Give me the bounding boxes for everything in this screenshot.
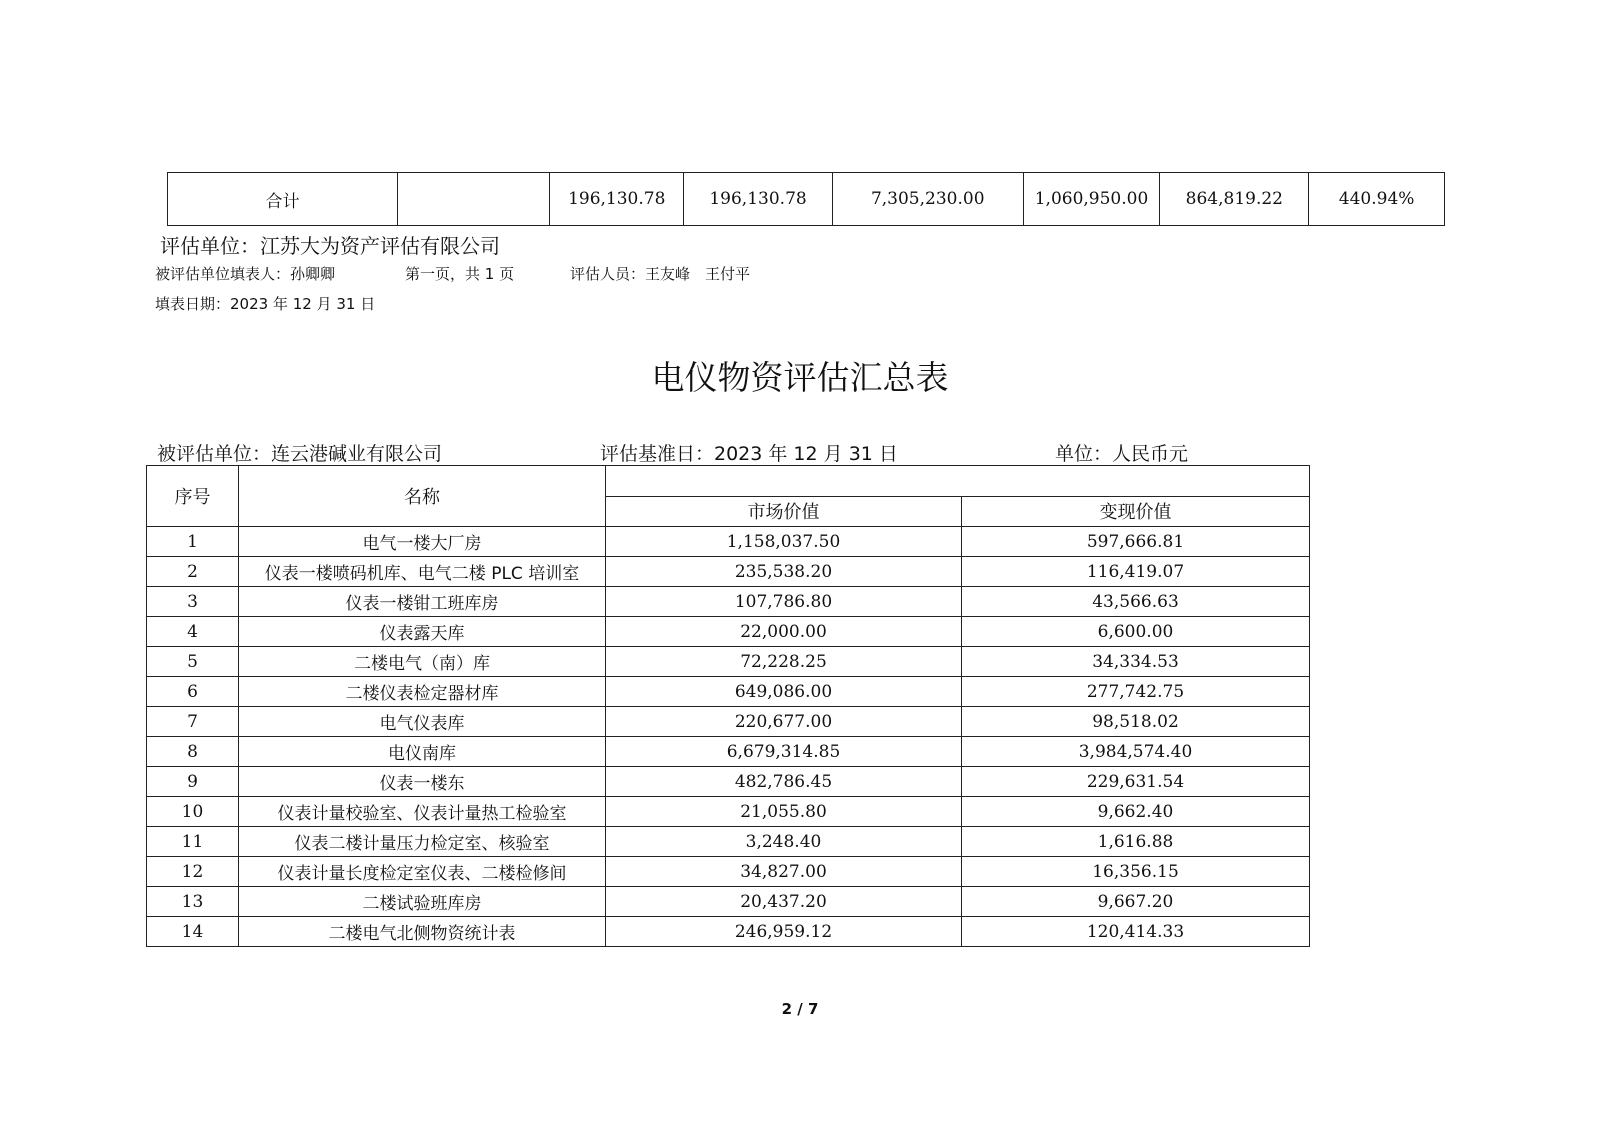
page-info-line: 第一页，共 1 页 bbox=[405, 265, 515, 283]
row-index-cell: 9 bbox=[147, 767, 239, 797]
row-name-cell: 仪表计量校验室、仪表计量热工检验室 bbox=[239, 797, 606, 827]
row-name-cell: 二楼电气（南）库 bbox=[239, 647, 606, 677]
header-row-top bbox=[147, 466, 1310, 497]
row-market-value-cell: 6,679,314.85 bbox=[606, 737, 962, 767]
table-row bbox=[147, 797, 1310, 827]
entity-label: 被评估单位：连云港碱业有限公司 bbox=[157, 443, 443, 465]
row-index-cell: 14 bbox=[147, 917, 239, 947]
row-realizable-value-cell: 6,600.00 bbox=[962, 617, 1310, 647]
col-name-header: 名称 bbox=[239, 466, 606, 527]
row-market-value-cell: 72,228.25 bbox=[606, 647, 962, 677]
table-row bbox=[147, 767, 1310, 797]
total-row bbox=[168, 173, 1445, 226]
total-value-1: 196,130.78 bbox=[550, 173, 684, 226]
previous-total-table bbox=[167, 172, 1445, 226]
row-market-value-cell: 34,827.00 bbox=[606, 857, 962, 887]
total-value-5: 864,819.22 bbox=[1160, 173, 1309, 226]
row-realizable-value-cell: 43,566.63 bbox=[962, 587, 1310, 617]
row-index-cell: 5 bbox=[147, 647, 239, 677]
row-index-cell: 4 bbox=[147, 617, 239, 647]
row-realizable-value-cell: 116,419.07 bbox=[962, 557, 1310, 587]
row-market-value-cell: 3,248.40 bbox=[606, 827, 962, 857]
row-market-value-cell: 649,086.00 bbox=[606, 677, 962, 707]
group-header-empty bbox=[606, 466, 1310, 497]
row-index-cell: 12 bbox=[147, 857, 239, 887]
row-market-value-cell: 21,055.80 bbox=[606, 797, 962, 827]
row-name-cell: 仪表计量长度检定室仪表、二楼检修间 bbox=[239, 857, 606, 887]
total-blank-cell bbox=[398, 173, 550, 226]
row-market-value-cell: 235,538.20 bbox=[606, 557, 962, 587]
row-realizable-value-cell: 9,662.40 bbox=[962, 797, 1310, 827]
row-realizable-value-cell: 277,742.75 bbox=[962, 677, 1310, 707]
table-body bbox=[147, 527, 1310, 947]
table-row bbox=[147, 857, 1310, 887]
row-index-cell: 11 bbox=[147, 827, 239, 857]
row-market-value-cell: 220,677.00 bbox=[606, 707, 962, 737]
table-row bbox=[147, 707, 1310, 737]
row-market-value-cell: 20,437.20 bbox=[606, 887, 962, 917]
row-market-value-cell: 246,959.12 bbox=[606, 917, 962, 947]
table-row bbox=[147, 887, 1310, 917]
summary-table bbox=[146, 465, 1310, 947]
row-name-cell: 仪表一楼喷码机库、电气二楼 PLC 培训室 bbox=[239, 557, 606, 587]
row-realizable-value-cell: 98,518.02 bbox=[962, 707, 1310, 737]
row-name-cell: 二楼电气北侧物资统计表 bbox=[239, 917, 606, 947]
row-realizable-value-cell: 120,414.33 bbox=[962, 917, 1310, 947]
row-realizable-value-cell: 597,666.81 bbox=[962, 527, 1310, 557]
row-index-cell: 7 bbox=[147, 707, 239, 737]
table-row bbox=[147, 917, 1310, 947]
row-index-cell: 8 bbox=[147, 737, 239, 767]
row-name-cell: 仪表一楼东 bbox=[239, 767, 606, 797]
col-market-header: 市场价值 bbox=[606, 496, 962, 527]
row-index-cell: 2 bbox=[147, 557, 239, 587]
row-index-cell: 1 bbox=[147, 527, 239, 557]
table-row bbox=[147, 677, 1310, 707]
row-name-cell: 仪表露天库 bbox=[239, 617, 606, 647]
total-value-2: 196,130.78 bbox=[684, 173, 833, 226]
table-row bbox=[147, 647, 1310, 677]
table-row bbox=[147, 737, 1310, 767]
row-realizable-value-cell: 229,631.54 bbox=[962, 767, 1310, 797]
appraiser-line: 评估单位：江苏大为资产评估有限公司 bbox=[160, 234, 500, 258]
total-value-4: 1,060,950.00 bbox=[1023, 173, 1160, 226]
row-market-value-cell: 107,786.80 bbox=[606, 587, 962, 617]
table-row bbox=[147, 557, 1310, 587]
table-row bbox=[147, 617, 1310, 647]
row-name-cell: 仪表二楼计量压力检定室、核验室 bbox=[239, 827, 606, 857]
table-row bbox=[147, 587, 1310, 617]
page-number: 2 / 7 bbox=[781, 1000, 819, 1018]
fill-date-line: 填表日期：2023 年 12 月 31 日 bbox=[155, 295, 376, 313]
row-index-cell: 6 bbox=[147, 677, 239, 707]
table-row bbox=[147, 527, 1310, 557]
row-market-value-cell: 22,000.00 bbox=[606, 617, 962, 647]
total-value-6: 440.94% bbox=[1309, 173, 1445, 226]
row-name-cell: 二楼试验班库房 bbox=[239, 887, 606, 917]
col-index-header: 序号 bbox=[147, 466, 239, 527]
row-index-cell: 3 bbox=[147, 587, 239, 617]
total-value-3: 7,305,230.00 bbox=[832, 173, 1023, 226]
row-name-cell: 电气仪表库 bbox=[239, 707, 606, 737]
table-row bbox=[147, 827, 1310, 857]
base-date-label: 评估基准日：2023 年 12 月 31 日 bbox=[600, 443, 898, 465]
row-realizable-value-cell: 9,667.20 bbox=[962, 887, 1310, 917]
page-title: 电仪物资评估汇总表 bbox=[651, 358, 949, 397]
row-market-value-cell: 482,786.45 bbox=[606, 767, 962, 797]
row-realizable-value-cell: 3,984,574.40 bbox=[962, 737, 1310, 767]
row-name-cell: 电气一楼大厂房 bbox=[239, 527, 606, 557]
row-market-value-cell: 1,158,037.50 bbox=[606, 527, 962, 557]
row-index-cell: 13 bbox=[147, 887, 239, 917]
unit-label: 单位：人民币元 bbox=[1055, 443, 1189, 465]
row-index-cell: 10 bbox=[147, 797, 239, 827]
col-realizable-header: 变现价值 bbox=[962, 496, 1310, 527]
evaluators-line: 评估人员：王友峰 王付平 bbox=[570, 265, 751, 283]
row-realizable-value-cell: 34,334.53 bbox=[962, 647, 1310, 677]
row-name-cell: 电仪南库 bbox=[239, 737, 606, 767]
total-label: 合计 bbox=[168, 173, 398, 226]
row-name-cell: 仪表一楼钳工班库房 bbox=[239, 587, 606, 617]
row-realizable-value-cell: 1,616.88 bbox=[962, 827, 1310, 857]
row-realizable-value-cell: 16,356.15 bbox=[962, 857, 1310, 887]
row-name-cell: 二楼仪表检定器材库 bbox=[239, 677, 606, 707]
filler-line: 被评估单位填表人：孙卿卿 bbox=[155, 265, 336, 283]
